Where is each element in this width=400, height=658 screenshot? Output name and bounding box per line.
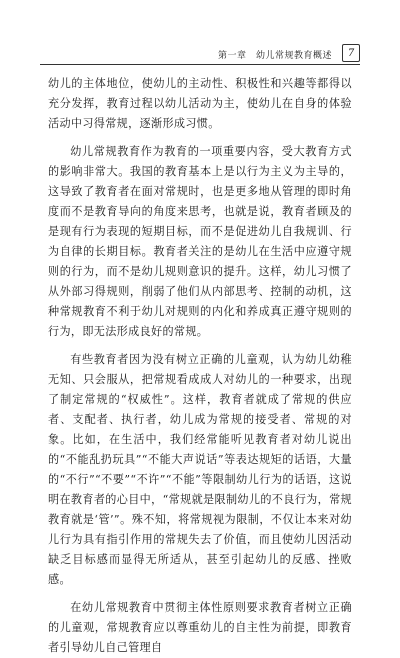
- paragraph: 幼儿的主体地位，使幼儿的主动性、积极性和兴趣等都得以充分发挥，教育过程以幼儿活动为主，使幼儿在自身的体验活动中习得常规，逐渐形成习惯。: [48, 77, 352, 130]
- paragraph: 在幼儿常规教育中贯彻主体性原则要求教育者树立正确的儿童观，常规教育应以尊重幼儿的自主性为前提，即教育者引导幼儿自己管理自: [48, 601, 352, 654]
- body-text: [48, 74, 352, 658]
- paragraph: 幼儿常规教育作为教育的一项重要内容，受大教育方式的影响非常大。我国的教育基本上是以行为主义为主导的，这导致了教育者在面对常规时，也是更多地从管理的即时角度而不是教育导向的角度来思考，也就是说，教育者顾及的是现有行为表现的短期目标，而不是促进幼儿自我规训、行为自律的长期目标。教育者关注的是幼儿在生活中应遵守规则的行为，而不是幼儿规则意识的提升。这样，幼儿习惯了从外部习得规则，削弱了他们从内部思考、控制的动机，这种常规教育不利于幼儿对规则的内化和养成真正遵守规则的行为，即无法形成良好的常规。: [48, 145, 352, 338]
- chapter-title: 第一章 幼儿常规教育概述: [217, 51, 332, 61]
- running-header: [40, 44, 360, 65]
- paragraph: 有些教育者因为没有树立正确的儿童观，认为幼儿幼稚无知、只会服从，把常规看成成人对幼儿的一种要求，出现了制定常规的“权威性”。这样，教育者就成了常规的供应者、支配者、执行者，幼儿成为常规的接受者、常规的对象。比如，在生活中，我们经常能听见教育者对幼儿说出的“不能乱扔玩具”“不能大声说话”等表达规矩的话语，大量的“不行”“不要”“不许”“不能”等限制幼儿行为的话语，这说明在教育者的心目中，“常规就是限制幼儿的不良行为，常规教育就是‘管’”。殊不知，将常规视为限制，不仅让本来对幼儿行为具有指引作用的常规失去了价值，而且使幼儿因活动缺乏目标感而显得无所适从，甚至引起幼儿的反感、挫败感。: [48, 353, 352, 586]
- page-number: 7: [342, 44, 360, 62]
